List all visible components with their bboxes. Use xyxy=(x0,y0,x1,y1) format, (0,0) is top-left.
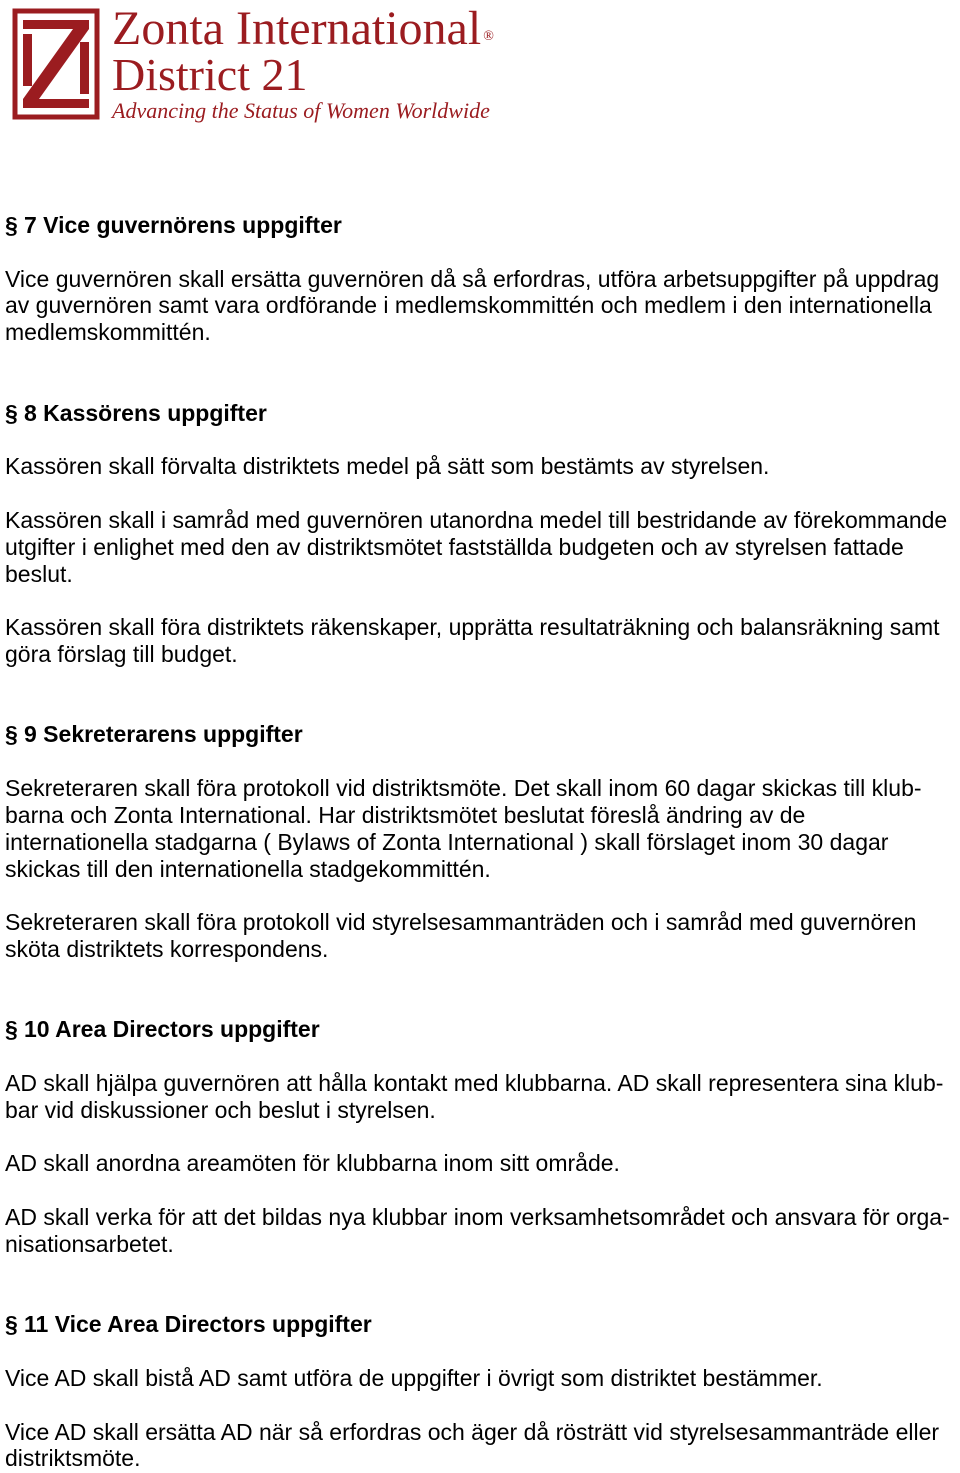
paragraph xyxy=(5,1419,960,1473)
section-heading xyxy=(5,721,960,748)
text-line: AD skall hjälpa guvernören att hålla kontakt med klubbarna. AD skall representera sina klub- xyxy=(5,1070,944,1096)
text-line: nisationsarbetet. xyxy=(5,1230,174,1257)
text-line: Kassören skall i samråd med guvernören utanordna medel till bestridande av förekommande xyxy=(5,506,948,533)
section-heading xyxy=(5,400,960,427)
section-heading xyxy=(5,1016,960,1043)
registered-mark: ® xyxy=(483,29,494,44)
section-symbol: § xyxy=(5,1016,18,1043)
paragraph xyxy=(5,1070,960,1124)
logo-subtitle: District 21 xyxy=(112,49,308,100)
section-10 xyxy=(5,1016,960,1257)
text-line: AD skall anordna areamöten för klubbarna inom sitt område. xyxy=(5,1150,620,1177)
logo-tagline: Advancing the Status of Women Worldwide xyxy=(112,98,490,123)
section-symbol: § xyxy=(5,399,18,426)
paragraph xyxy=(5,909,960,963)
text-line: distriktsmöte. xyxy=(5,1445,141,1472)
section-title: 10 Area Directors uppgifter xyxy=(24,1016,320,1043)
section-title: 7 Vice guvernörens uppgifter xyxy=(24,212,342,238)
text-line: bar vid diskussioner och beslut i styrelsen. xyxy=(5,1096,436,1123)
section-title: 8 Kassörens uppgifter xyxy=(24,399,267,426)
paragraph xyxy=(5,507,960,587)
zonta-emblem-logo xyxy=(12,8,100,120)
text-line: Vice AD skall bistå AD samt utföra de uppgifter i övrigt som distriktet bestämmer. xyxy=(5,1364,823,1391)
text-line: av guvernören samt vara ordförande i medlemskommittén och medlem i den internationella xyxy=(5,292,932,319)
paragraph xyxy=(5,614,960,668)
text-line: AD skall verka för att det bildas nya klubbar inom verksamhetsområdet och ansvara för orga- xyxy=(5,1204,950,1231)
section-11 xyxy=(5,1311,960,1472)
section-symbol: § xyxy=(5,1311,18,1338)
zonta-emblem-icon xyxy=(12,8,100,120)
text-line: utgifter i enlighet med den av distriktsmötet fastställda budgeten och av styrelsen fattade xyxy=(5,533,904,560)
section-8 xyxy=(5,400,960,668)
document-body xyxy=(5,212,960,1472)
logo-title-text: Zonta International xyxy=(112,2,482,55)
text-line: medlemskommittén. xyxy=(5,319,211,346)
section-9 xyxy=(5,721,960,962)
section-heading xyxy=(5,1311,960,1338)
section-title: 9 Sekreterarens uppgifter xyxy=(24,721,303,748)
section-symbol: § xyxy=(5,212,18,238)
text-line: Sekreteraren skall föra protokoll vid distriktsmöte. Det skall inom 60 dagar skickas till klub- xyxy=(5,775,922,802)
text-line: Vice guvernören skall ersätta guvernören då så erfordras, utföra arbetsuppgifter på uppdrag xyxy=(5,265,940,292)
text-line: Kassören skall förvalta distriktets medel på sätt som bestämts av styrelsen. xyxy=(5,453,770,480)
text-line: Vice AD skall ersätta AD när så erfordras och äger då rösträtt vid styrelsesammanträde eller xyxy=(5,1418,940,1445)
section-7 xyxy=(5,212,960,346)
text-line: Kassören skall föra distriktets räkenskaper, upprätta resultaträkning och balansräkning samt xyxy=(5,614,940,641)
text-line: skickas till den internationella stadgekommittén. xyxy=(5,855,491,882)
paragraph xyxy=(5,1204,960,1258)
paragraph xyxy=(5,1365,960,1392)
text-line: Sekreteraren skall föra protokoll vid styrelsesammanträden och i samråd med guvernören xyxy=(5,909,917,936)
text-line: beslut. xyxy=(5,560,73,587)
text-line: barna och Zonta International. Har distriktsmötet beslutat föreslå ändring av de xyxy=(5,801,806,828)
paragraph xyxy=(5,775,960,882)
section-heading xyxy=(5,212,960,239)
section-title: 11 Vice Area Directors uppgifter xyxy=(24,1311,372,1338)
paragraph xyxy=(5,266,960,346)
paragraph xyxy=(5,453,960,480)
paragraph xyxy=(5,1150,960,1177)
text-line: göra förslag till budget. xyxy=(5,641,238,667)
text-line: sköta distriktets korrespondens. xyxy=(5,935,329,962)
text-line: internationella stadgarna ( Bylaws of Zonta International ) skall förslaget inom 30 dagar xyxy=(5,828,889,855)
section-symbol: § xyxy=(5,721,18,748)
